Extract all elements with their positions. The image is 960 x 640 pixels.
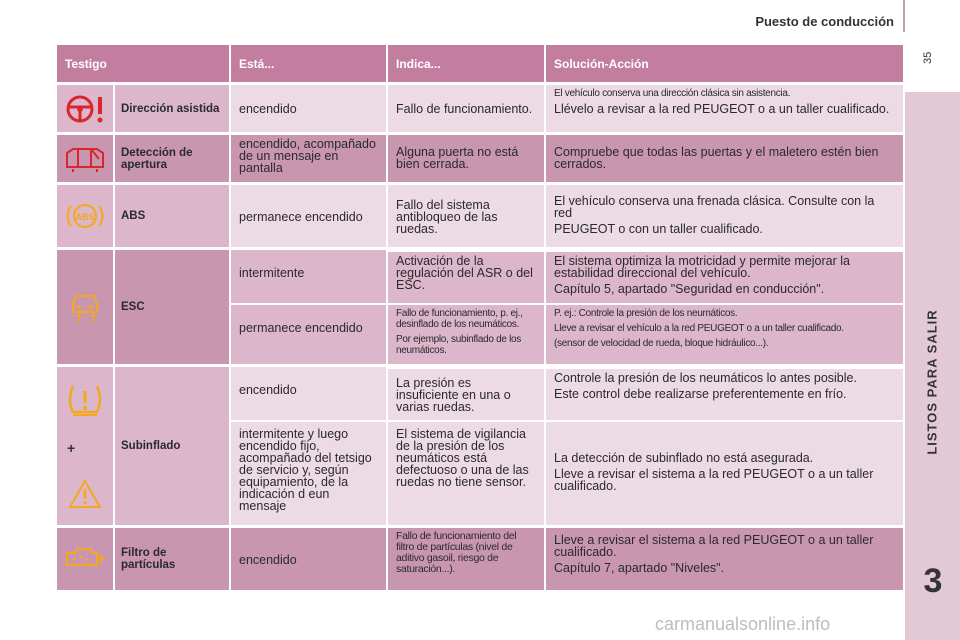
testigo-name: Detección de apertura <box>115 135 231 182</box>
indica-cell: La presión es insuficiente en una o varias ruedas. <box>388 367 546 420</box>
solucion-text: Capítulo 7, apartado "Niveles". <box>554 561 725 575</box>
solucion-text: La detección de subinflado no está asegurada. <box>554 451 814 465</box>
esta-cell: intermitente y luego encendido fijo, acompañado del tetsigo de servicio y, según equipamiento, de la indicación d eun mensaje <box>231 420 388 525</box>
indica-text-small: Por ejemplo, subinflado de los neumáticos. <box>396 334 521 356</box>
solucion-cell <box>546 185 903 247</box>
indica-cell: Fallo del sistema antibloqueo de las ruedas. <box>388 185 546 247</box>
esta-cell: permanece encendido <box>231 303 388 364</box>
solucion-text-small: Lleve a revisar el vehículo a la red PEUGEOT o a un taller cualificado. <box>554 323 844 334</box>
indica-cell <box>388 303 546 364</box>
solucion-text: Lleve a revisar el sistema a la red PEUGEOT o a un taller cualificado. <box>554 467 874 493</box>
solucion-cell <box>546 250 903 303</box>
esta-cell: encendido, acompañado de un mensaje en pantalla <box>231 135 388 182</box>
header-divider <box>903 0 905 32</box>
warning-triangle-icon <box>67 478 103 510</box>
table-row <box>57 135 903 182</box>
table-row <box>57 85 903 132</box>
chapter-number: 3 <box>923 562 943 600</box>
solucion-cell <box>546 528 903 590</box>
icon-cell <box>57 367 115 525</box>
page-number: 35 <box>922 51 934 64</box>
esta-cell: encendido <box>231 528 388 590</box>
table-header <box>57 45 903 82</box>
solucion-text: PEUGEOT o con un taller cualificado. <box>554 222 763 236</box>
solucion-text: Este control debe realizarse preferentemente en frío. <box>554 387 847 401</box>
solucion-text: Lleve a revisar el sistema a la red PEUGEOT o a un taller cualificado. <box>554 533 874 559</box>
indica-cell: Activación de la regulación del ASR o del ESC. <box>388 250 546 303</box>
solucion-cell <box>546 420 903 525</box>
solucion-cell <box>546 367 903 420</box>
esc-subrows <box>231 250 903 364</box>
table-row <box>57 185 903 247</box>
abs-icon <box>65 196 105 236</box>
solucion-text: Llévelo a revisar a la red PEUGEOT o a un taller cualificado. <box>554 102 890 116</box>
solucion-text: El vehículo conserva una frenada clásica. Consulte con la red <box>554 194 875 220</box>
watermark: carmanualsonline.info <box>655 614 831 634</box>
solucion-text: Capítulo 5, apartado "Seguridad en conducción". <box>554 282 825 296</box>
col-indica: Indica... <box>388 45 546 82</box>
col-solucion: Solución-Acción <box>554 56 649 71</box>
icon-cell <box>57 250 115 364</box>
subinflado-subrows <box>231 367 903 525</box>
solucion-text: Controle la presión de los neumáticos lo antes posible. <box>554 371 857 385</box>
particle-filter-icon <box>63 545 107 573</box>
esta-cell: encendido <box>231 367 388 420</box>
icon-cell <box>57 528 115 590</box>
table-row <box>57 367 903 525</box>
solucion-text-small: El vehículo conserva una dirección clásica sin asistencia. <box>554 88 791 99</box>
abs-icon-label: ABS <box>75 212 95 222</box>
table-row <box>57 528 903 590</box>
icon-cell <box>57 85 115 132</box>
solucion-text: El sistema optimiza la motricidad y permite mejorar la estabilidad direccional del vehículo. <box>554 254 850 280</box>
esta-cell: permanece encendido <box>231 185 388 247</box>
chapter-label: LISTOS PARA SALIR <box>924 309 940 455</box>
plus-sign: + <box>67 440 76 456</box>
solucion-cell: Compruebe que todas las puertas y el maletero estén bien cerrados. <box>546 135 903 182</box>
indica-cell: Fallo de funcionamiento. <box>388 85 546 132</box>
col-esta: Está... <box>231 45 388 82</box>
testigo-name: Dirección asistida <box>115 85 231 132</box>
icon-cell <box>57 185 115 247</box>
icon-cell <box>57 135 115 182</box>
door-open-icon <box>63 145 107 173</box>
indica-cell: Alguna puerta no está bien cerrada. <box>388 135 546 182</box>
warning-lights-table <box>57 45 903 590</box>
solucion-text-small: P. ej.: Controle la presión de los neumáticos. <box>554 308 738 319</box>
page-header-title: Puesto de conducción <box>755 14 894 29</box>
table-row <box>57 250 903 364</box>
testigo-name: ESC <box>115 250 231 364</box>
tire-pressure-icon <box>65 382 105 418</box>
indica-cell: El sistema de vigilancia de la presión de los neumáticos está defectuoso o una de las ruedas no tiene sensor. <box>388 420 546 525</box>
testigo-name: Filtro de partículas <box>115 528 231 590</box>
indica-text-small: Fallo de funcionamiento, p. ej., desinflado de los neumáticos. <box>396 308 523 330</box>
power-steering-icon <box>62 93 108 125</box>
testigo-name: Subinflado <box>115 367 231 525</box>
col-testigo: Testigo <box>57 45 231 82</box>
solucion-cell <box>546 303 903 364</box>
solucion-text-small: (sensor de velocidad de rueda, bloque hidráulico...). <box>554 338 769 349</box>
testigo-name: ABS <box>115 185 231 247</box>
esta-cell: intermitente <box>231 250 388 303</box>
solucion-cell <box>546 85 903 132</box>
esc-skid-icon <box>67 290 103 324</box>
esta-cell: encendido <box>231 85 388 132</box>
indica-cell: Fallo de funcionamiento del filtro de partículas (nivel de aditivo gasoil, riesgo de saturación...). <box>388 528 546 590</box>
